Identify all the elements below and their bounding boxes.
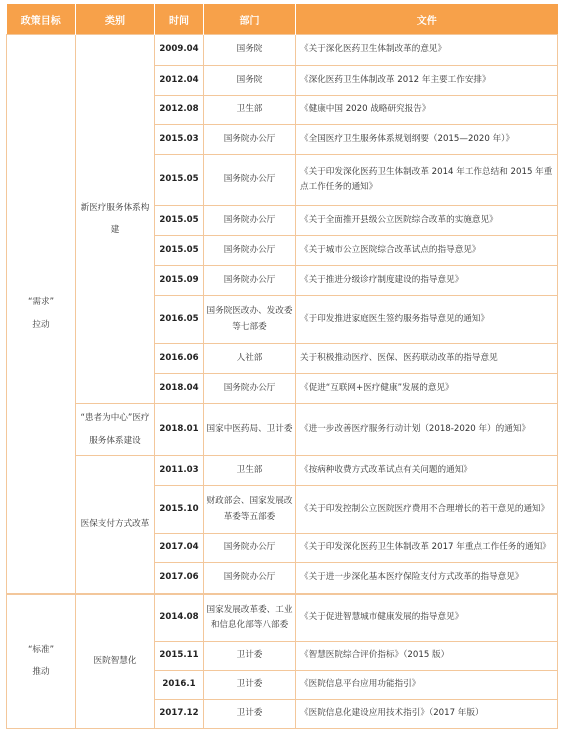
- table-row: [7, 35, 558, 66]
- department-cell: 国务院办公厅: [204, 206, 296, 236]
- document-cell: 《促进“互联网+医疗健康”发展的意见》: [296, 374, 558, 404]
- goal-label: “标准” 推动: [27, 644, 55, 678]
- document-cell: 《关于全面推开县级公立医院综合改革的实施意见》: [296, 206, 558, 236]
- time-cell: 2015.10: [155, 486, 204, 534]
- time-cell: 2009.04: [155, 35, 204, 66]
- table-row: [7, 456, 558, 486]
- time-cell: 2015.09: [155, 266, 204, 296]
- document-cell: 《关于推进分级诊疗制度建设的指导意见》: [296, 266, 558, 296]
- department-cell: 卫计委: [204, 700, 296, 729]
- document-cell: 《关于印发深化医药卫生体制改革 2014 年工作总结和 2015 年重点工作任务的通知》: [296, 155, 558, 206]
- document-cell: 《智慧医院综合评价指标》（2015 版）: [296, 642, 558, 671]
- category-smart-hospital: 医院智慧化: [76, 594, 155, 729]
- policy-table: [6, 4, 558, 729]
- department-cell: 人社部: [204, 344, 296, 374]
- department-cell: 国务院医改办、发改委等七部委: [204, 296, 296, 344]
- header-category: 类别: [76, 4, 155, 35]
- document-cell: 《进一步改善医疗服务行动计划（2018-2020 年）的通知》: [296, 404, 558, 456]
- department-cell: 国务院办公厅: [204, 266, 296, 296]
- time-cell: 2017.06: [155, 563, 204, 594]
- time-cell: 2015.05: [155, 206, 204, 236]
- goal-standard-push: [7, 594, 76, 729]
- document-cell: 《关于印发深化医药卫生体制改革 2017 年重点工作任务的通知》: [296, 534, 558, 563]
- department-cell: 国家发展改革委、工业和信息化部等八部委: [204, 594, 296, 642]
- document-cell: 《健康中国 2020 战略研究报告》: [296, 96, 558, 125]
- department-cell: 财政部会、国家发展改革委等五部委: [204, 486, 296, 534]
- department-cell: 国务院办公厅: [204, 534, 296, 563]
- document-cell: 《关于印发控制公立医院医疗费用不合理增长的若干意见的通知》: [296, 486, 558, 534]
- time-cell: 2018.04: [155, 374, 204, 404]
- document-cell: 《关于进一步深化基本医疗保险支付方式改革的指导意见》: [296, 563, 558, 594]
- department-cell: 卫计委: [204, 671, 296, 700]
- time-cell: 2018.01: [155, 404, 204, 456]
- category-patient-centered-service: “患者为中心”医疗服务体系建设: [76, 404, 155, 456]
- document-cell: 《医院信息平台应用功能指引》: [296, 671, 558, 700]
- document-cell: 关于积极推动医疗、医保、医药联动改革的指导意见: [296, 344, 558, 374]
- time-cell: 2015.05: [155, 155, 204, 206]
- department-cell: 国务院办公厅: [204, 125, 296, 155]
- table-row: [7, 404, 558, 456]
- category-insurance-payment-reform: 医保支付方式改革: [76, 456, 155, 594]
- document-cell: 《关于城市公立医院综合改革试点的指导意见》: [296, 236, 558, 266]
- document-cell: 《于印发推进家庭医生签约服务指导意见的通知》: [296, 296, 558, 344]
- department-cell: 国务院办公厅: [204, 563, 296, 594]
- time-cell: 2015.05: [155, 236, 204, 266]
- time-cell: 2017.04: [155, 534, 204, 563]
- header-time: 时间: [155, 4, 204, 35]
- time-cell: 2016.06: [155, 344, 204, 374]
- document-cell: 《关于促进智慧城市健康发展的指导意见》: [296, 594, 558, 642]
- header-document: 文件: [296, 4, 558, 35]
- department-cell: 国务院办公厅: [204, 374, 296, 404]
- document-cell: 《关于深化医药卫生体制改革的意见》: [296, 35, 558, 66]
- time-cell: 2015.03: [155, 125, 204, 155]
- time-cell: 2011.03: [155, 456, 204, 486]
- department-cell: 卫生部: [204, 456, 296, 486]
- table-header: [7, 4, 558, 35]
- time-cell: 2017.12: [155, 700, 204, 729]
- header-department: 部门: [204, 4, 296, 35]
- department-cell: 国务院: [204, 35, 296, 66]
- document-cell: 《深化医药卫生体制改革 2012 年主要工作安排》: [296, 66, 558, 96]
- document-cell: 《全国医疗卫生服务体系规划纲要（2015—2020 年）》: [296, 125, 558, 155]
- time-cell: 2016.1: [155, 671, 204, 700]
- header-goal: 政策目标: [7, 4, 76, 35]
- table-row: [7, 594, 558, 642]
- department-cell: 国务院办公厅: [204, 155, 296, 206]
- department-cell: 国务院: [204, 66, 296, 96]
- document-cell: 《按病种收费方式改革试点有关问题的通知》: [296, 456, 558, 486]
- table-body: [7, 35, 558, 729]
- department-cell: 卫生部: [204, 96, 296, 125]
- time-cell: 2015.11: [155, 642, 204, 671]
- department-cell: 国务院办公厅: [204, 236, 296, 266]
- document-cell: 《医院信息化建设应用技术指引》（2017 年版）: [296, 700, 558, 729]
- department-cell: 国家中医药局、卫计委: [204, 404, 296, 456]
- goal-demand-pull: [7, 35, 76, 594]
- category-new-medical-service-system: 新医疗服务体系构建: [76, 35, 155, 404]
- time-cell: 2012.08: [155, 96, 204, 125]
- goal-label: “需求” 拉动: [27, 297, 55, 330]
- time-cell: 2014.08: [155, 594, 204, 642]
- time-cell: 2016.05: [155, 296, 204, 344]
- department-cell: 卫计委: [204, 642, 296, 671]
- time-cell: 2012.04: [155, 66, 204, 96]
